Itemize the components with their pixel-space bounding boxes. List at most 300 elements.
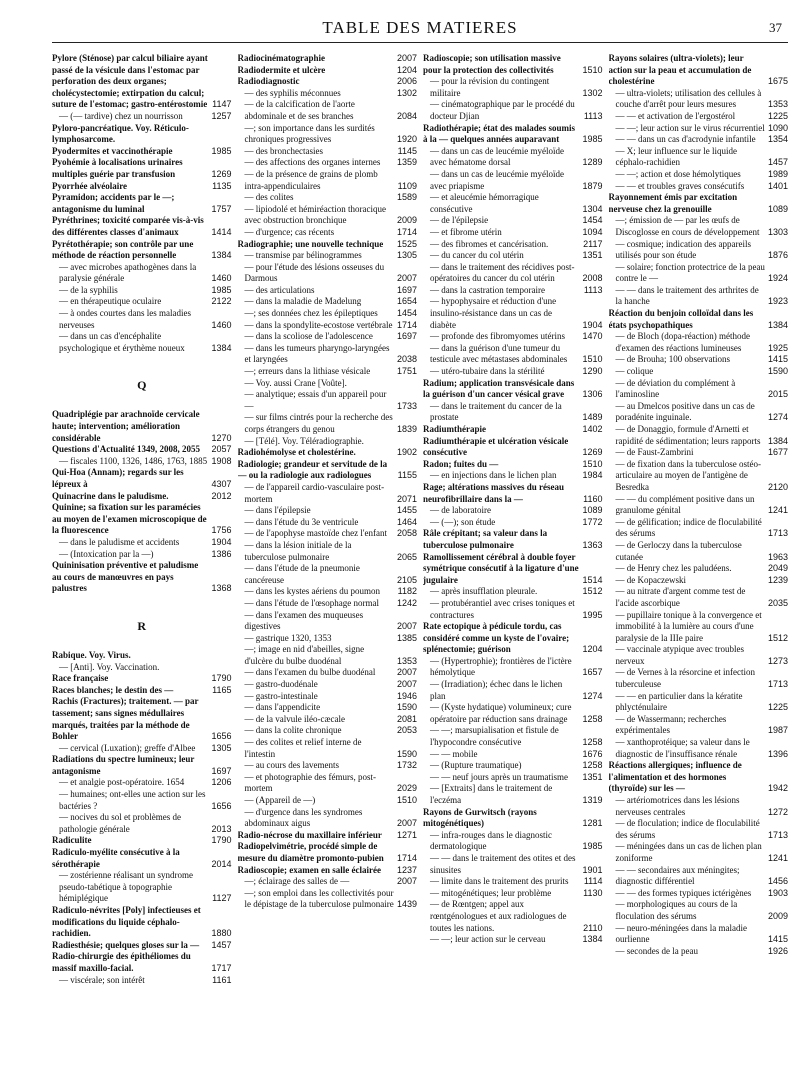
index-entry-text: — avec microbes apathogènes dans la paralysie générale (59, 261, 197, 284)
index-entry (238, 667, 418, 679)
index-entry-text: — à ondes courtes dans les maladies nerveuses (59, 308, 191, 330)
index-entry-page: 1384 (582, 934, 603, 945)
page-title: TABLE DES MATIERES (322, 18, 518, 37)
index-entry (52, 491, 232, 503)
index-entry-text: — xanthoprotéique; sa valeur dans le diagnostic de l'insuffisance rénale (615, 737, 750, 759)
index-entry-page: 1902 (396, 447, 417, 458)
index-entry-page: 1751 (396, 366, 417, 377)
index-entry-page: 2009 (767, 910, 788, 921)
index-entry (52, 262, 232, 285)
index-entry (609, 517, 789, 540)
index-entry-text: — — du complément positive dans un granulome génital (615, 493, 755, 516)
index-entry (609, 239, 789, 262)
index-entry (423, 459, 603, 471)
index-entry-page: 2117 (583, 238, 603, 249)
index-entry-text: — (Kyste hydatique) volumineux; cure opératoire par réduction sans drainage (430, 702, 572, 724)
index-entry-text: Questions d'Actualité 1349, 2008, 2055 (52, 444, 201, 455)
index-entry-text: Pylore (Sténose) par calcul biliaire ayant passé de la vésicule dans l'estomac par perforation des deux organes; cholécystectomie; extirpation du calcul; suture de l'estomac; gastro-entérostomie (52, 53, 208, 110)
index-entry (609, 899, 789, 922)
index-entry-page: 1510 (582, 64, 603, 75)
index-entry (609, 737, 789, 760)
index-entry-page: 1289 (582, 157, 603, 168)
index-entry (238, 378, 418, 390)
index-entry-text: Rachis (Fractures); traitement. — par tassement; sans signes médullaires marqués, traitées par la méthode de Bohler (52, 696, 199, 742)
index-entry (423, 899, 603, 934)
index-entry (238, 99, 418, 122)
index-entry (423, 53, 603, 76)
index-entry-text: — de l'apophyse mastoïde chez l'enfant (244, 528, 387, 539)
index-entry-text: Radiologie; grandeur et servitude de la — ou la radiologie aux radiologues (237, 458, 388, 481)
index-entry-page: 1165 (212, 684, 232, 695)
index-entry (609, 181, 789, 193)
index-entry (609, 123, 789, 135)
index-entry-page: 1145 (397, 145, 417, 156)
index-entry-text: — des colites (244, 192, 294, 203)
index-entry-text: — d'urgence dans les syndromes abdominaux aigus (244, 806, 363, 829)
index-entry-page: 2058 (396, 528, 417, 539)
index-entry (423, 830, 603, 853)
index-entry-text: — dans l'examen du bulbe duodénal (244, 667, 376, 678)
index-entry-text: Rayons solaires (ultra-violets); leur action sur la peau et accumulation de cholestérine (608, 53, 752, 87)
index-entry-page: 1304 (582, 203, 603, 214)
index-entry-page: 1756 (211, 525, 232, 536)
index-entry-page: 2110 (583, 922, 603, 933)
index-entry-text: — secondes de la peau (615, 945, 698, 956)
index-entry-text: Radiohémolyse et cholestérine. (237, 447, 356, 458)
index-entry (52, 696, 232, 742)
index-entry-text: — au nitrate d'argent comme test de l'acide ascorbique (615, 586, 746, 608)
index-entry (423, 378, 603, 401)
index-entry-text: — dans un cas d'encéphalite psychologique et érythème noueux (59, 331, 185, 353)
index-entry (238, 331, 418, 343)
index-entry-page: 1225 (767, 110, 788, 121)
index-entry-page: 1353 (396, 655, 417, 666)
index-entry-text: — viscérale; son intérêt (59, 974, 145, 985)
index-entry (423, 783, 603, 806)
index-entry-text: — dans les tumeurs pharyngo-laryngées et laryngées (244, 342, 390, 365)
index-entry-text: — gastro-duodénale (244, 679, 318, 690)
index-entry-page: 2122 (211, 296, 232, 307)
index-entry-text: — X; leur influence sur le liquide céphalo-rachidien (615, 145, 737, 168)
index-entry (238, 528, 418, 540)
index-entry-text: — (Hypertrophie); frontières de l'ictère hémolytique (430, 655, 572, 678)
index-entry-text: — (Irradiation); échec dans le lichen plan (430, 679, 563, 701)
index-entry (609, 865, 789, 888)
index-entry-text: — dans l'examen des muqueuses digestives (244, 609, 364, 632)
index-entry-text: — —; leur action sur le virus récurrentiel (615, 122, 765, 133)
index-entry-page: 2029 (396, 783, 417, 794)
index-entry-text: Radiodiagnostic (237, 76, 300, 87)
index-entry-page: 1415 (767, 354, 788, 365)
index-entry-text: — fiscales 1100, 1326, 1486, 1763, 1885 (59, 455, 208, 466)
index-entry (52, 146, 232, 158)
index-entry-page: 1363 (582, 539, 603, 550)
index-entry-page: 1368 (211, 583, 232, 594)
index-entry-text: — dans la lésion initiale de la tuberculose pulmonaire (244, 539, 352, 562)
index-entry-page: 1302 (582, 87, 603, 98)
index-entry-page: 2009 (396, 215, 417, 226)
index-entry-text: — de Donaggio, formule d'Arnetti et rapidité de sédimentation; leurs rapports (615, 424, 761, 446)
index-entry-text: — — et activation de l'ergostérol (615, 110, 736, 121)
index-entry (423, 528, 603, 551)
index-entry-text: — infra-rouges dans le diagnostic dermatologique (430, 829, 552, 852)
index-entry-text: — (Intoxication par la —) (59, 548, 154, 559)
index-entry-text: — des articulations (244, 284, 315, 295)
index-entry-text: — (—); son étude (430, 516, 496, 527)
index-entry-page: 2071 (396, 493, 417, 504)
index-entry (609, 795, 789, 818)
index-entry (423, 772, 603, 784)
index-entry (609, 192, 789, 215)
index-entry (238, 702, 418, 714)
index-entry (52, 951, 232, 974)
index-entry (609, 134, 789, 146)
index-entry-page: 1901 (582, 864, 603, 875)
index-entry-page: 1985 (582, 841, 603, 852)
index-entry-text: Radon; fuites du — (423, 458, 499, 469)
index-entry (52, 181, 232, 193)
index-entry-text: — (Appareil de —) (244, 795, 316, 805)
index-entry-page: 1713 (767, 528, 788, 539)
index-entry-text: — Voy. aussi Crane [Voûte]. (244, 377, 347, 388)
index-entry-text: — — dans le traitement des arthrites de la hanche (615, 284, 759, 307)
index-entry-page: 1182 (397, 586, 417, 597)
index-entry (609, 563, 789, 575)
index-entry (238, 865, 418, 877)
index-entry (423, 250, 603, 262)
index-entry-text: — de Faust-Zambrini (615, 447, 694, 458)
index-entry-text: — de floculation; indice de floculabilité des sérums (615, 818, 760, 840)
index-entry-text: — vaccinale atypique avec troubles nerveux (615, 644, 744, 666)
index-entry (52, 777, 232, 789)
index-entry-page: 1925 (767, 342, 788, 353)
index-entry (52, 331, 232, 354)
index-entry-text: Races blanches; le destin des — (52, 684, 174, 695)
index-entry (423, 215, 603, 227)
index-entry-text: Radiumthérapie (423, 424, 486, 434)
index-entry-page: 1656 (211, 731, 232, 742)
index-entry-text: — — secondaires aux méningites; diagnostic différentiel (615, 864, 740, 887)
section-letter: R (137, 618, 147, 633)
index-entry-page: 2038 (396, 354, 417, 365)
index-entry-text: — dans un cas de leucémie myéloïde avec hématome dorsal (430, 145, 564, 168)
index-entry-text: Pyodermites et vaccinothérapie (52, 145, 173, 156)
index-entry-page: 1305 (211, 742, 232, 753)
index-entry-page: 1359 (396, 157, 417, 168)
index-entry-text: — au Dmelcos positive dans un cas de poradénite inguinale. (615, 400, 755, 423)
index-entry-page: 1924 (767, 273, 788, 284)
index-entry-text: — après insufflation pleurale. (430, 586, 538, 597)
index-entry-text: — en injections dans le lichen plan (430, 470, 557, 481)
index-entry-page: 1989 (767, 168, 788, 179)
index-entry-text: — dans le paludisme et accidents (59, 536, 180, 547)
index-entry (52, 673, 232, 685)
index-entry (423, 146, 603, 169)
index-entry-page: 1257 (211, 110, 232, 121)
index-entry-text: — de Gerloczy dans la tuberculose cutanée (615, 539, 742, 562)
index-entry-text: — solaire; fonction protectrice de la peau contre le — (615, 261, 765, 284)
index-entry (238, 123, 418, 146)
index-entry-text: — au cours des lavements (244, 760, 339, 771)
index-entry (423, 192, 603, 215)
index-entry (238, 459, 418, 482)
index-entry-text: — dans l'étude de l'œsophage normal (244, 597, 379, 608)
index-entry (238, 795, 418, 807)
index-entry (52, 789, 232, 812)
index-entry-text: Radiocinématographie (237, 53, 325, 63)
index-entry-page: 2015 (767, 389, 788, 400)
index-entry-page: 1351 (582, 250, 603, 261)
index-entry (52, 111, 232, 123)
index-entry-text: — de Bloch (dopa-réaction) méthode d'examen des réactions lumineuses (615, 331, 750, 353)
index-entry-text: — nocives du sol et problèmes de pathologie générale (59, 812, 181, 834)
index-entry-text: Râle crépitant; sa valeur dans la tuberculose pulmonaire (423, 528, 548, 550)
index-entry (238, 262, 418, 285)
index-entry-page: 1386 (211, 548, 232, 559)
index-entry-text: — et fibrome utérin (430, 226, 502, 237)
index-entry (238, 320, 418, 332)
index-entry-page: 1460 (211, 273, 232, 284)
index-entry-page: 1923 (767, 296, 788, 307)
index-entry-text: Réactions allergiques; influence de l'alimentation et des hormones (thyroïde) sur les — (608, 760, 742, 794)
index-entry (52, 685, 232, 697)
index-entry-page: 1460 (211, 319, 232, 330)
index-entry-text: — dans un cas de leucémie myéloïde avec priapisme (430, 168, 564, 191)
index-entry-page: 1272 (767, 806, 788, 817)
index-entry (52, 409, 232, 444)
index-entry-page: 1239 (767, 574, 788, 585)
index-entry (423, 169, 603, 192)
index-entry-text: — — dans un cas d'acrodynie infantile (615, 134, 756, 145)
index-entry-text: — des syphilis méconnues (244, 87, 341, 98)
index-entry-text: — de la présence de grains de plomb intra-appendiculaires (244, 168, 378, 191)
index-entry-text: — cosmique; indication des appareils utilisés pour son étude (615, 238, 751, 261)
index-entry-page: 1274 (767, 412, 788, 423)
index-entry (52, 537, 232, 549)
index-column-4 (609, 53, 789, 986)
index-entry (238, 563, 418, 586)
index-entry-page: 1676 (582, 748, 603, 759)
index-entry (238, 876, 418, 888)
index-entry-page: 2081 (396, 713, 417, 724)
index-entry (238, 343, 418, 366)
index-entry-page: 1384 (767, 435, 788, 446)
index-entry-page: 1590 (396, 748, 417, 759)
index-entry (238, 598, 418, 610)
index-entry-text: — lipiodolé et hémiréaction thoracique avec obstruction bronchique (244, 203, 386, 226)
index-entry (238, 239, 418, 251)
index-entry (238, 807, 418, 830)
index-entry (423, 517, 603, 529)
index-entry-text: Pyrétothérapie; son contrôle par une méthode de réaction personnelle (52, 238, 194, 261)
index-entry (238, 517, 418, 529)
index-entry (609, 111, 789, 123)
index-entry-page: 2007 (396, 621, 417, 632)
index-entry-page: 2057 (211, 444, 232, 455)
index-entry-page: 2105 (396, 574, 417, 585)
index-entry-page: 1675 (767, 76, 788, 87)
index-entry-page: 2007 (396, 53, 417, 63)
index-entry-text: — méningées dans un cas de lichen plan zoniforme (615, 841, 762, 863)
index-entry-page: 1094 (582, 226, 603, 237)
index-entry (609, 331, 789, 354)
index-entry-page: 2012 (211, 490, 232, 501)
index-entry (609, 459, 789, 494)
index-entry-text: — [Extraits] dans le traitement de l'eczéma (430, 783, 553, 805)
index-entry-page: 1757 (211, 203, 232, 214)
index-entry-page: 1241 (767, 505, 788, 516)
index-entry-text: — (— tardive) chez un nourrisson (59, 110, 183, 121)
index-entry (238, 76, 418, 88)
index-entry-text: — et photographie des fémurs, post-mortem (244, 771, 376, 794)
index-entry-page: 1113 (583, 284, 603, 295)
index-entry-text: — de la calcification de l'aorte abdominale et de ses branches (244, 99, 355, 121)
index-entry-text: — de Wassermann; recherches expérimentales (615, 713, 727, 736)
index-entry-text: — morphologiques au cours de la floculation des sérums (615, 899, 738, 921)
index-entry (423, 227, 603, 239)
index-entry-page: 1089 (767, 203, 788, 214)
page-number: 37 (769, 20, 782, 35)
index-entry-page: 1697 (211, 765, 232, 776)
index-entry-page: 1225 (767, 702, 788, 713)
index-entry-text: — neuro-méningées dans la maladie ourlienne (615, 922, 747, 945)
index-entry-text: — dans la spondylite-ecostose vertébrale (244, 319, 393, 330)
index-entry-text: — mitogénétiques; leur problème (430, 887, 552, 898)
index-entry-page: 1717 (211, 962, 232, 973)
index-entry-page: 1510 (396, 795, 417, 805)
index-entry (52, 662, 232, 674)
index-entry-text: — — dans le traitement des otites et des sinusites (430, 852, 576, 875)
index-entry-page: 1396 (767, 748, 788, 759)
index-entry (238, 725, 418, 737)
index-entry-page: 1237 (396, 864, 417, 875)
index-entry (423, 656, 603, 679)
index-entry-page: 1303 (767, 226, 788, 237)
index-entry-text: — de Vernes à la résorcine et infection tuberculeuse (615, 667, 756, 690)
index-entry (609, 146, 789, 169)
index-entry-page: 1985 (582, 134, 603, 145)
index-entry-page: 1454 (582, 215, 603, 226)
index-entry (609, 215, 789, 238)
index-entry-text: Radio-nécrose du maxillaire inférieur (237, 829, 382, 840)
index-entry (609, 714, 789, 737)
index-entry (423, 239, 603, 251)
index-entry (609, 169, 789, 181)
index-entry-text: Pyloro-pancréatique. Voy. Réticulo-lymphosarcome. (52, 122, 189, 145)
index-entry (423, 853, 603, 876)
index-entry-page: 1147 (212, 99, 232, 110)
index-entry-page: 2007 (396, 679, 417, 690)
index-entry-text: — hypophysaire et réduction d'une insulino-résistance dans un cas de diabète (430, 296, 557, 330)
index-entry (52, 467, 232, 490)
index-entry (609, 447, 789, 459)
index-entry (52, 192, 232, 215)
index-entry-page: 1269 (211, 168, 232, 179)
index-entry-text: — sur films cintrés pour la recherche des corps étrangers du genou (244, 412, 393, 434)
index-entry (609, 575, 789, 587)
index-entry-text: — pour l'étude des lésions osseuses du Darmous (244, 261, 385, 284)
index-entry-text: — —; marsupialisation et fistule de l'hypocondre consécutive (430, 725, 559, 748)
index-entry-page: 1514 (582, 574, 603, 585)
index-entry-text: — de la valvule iléo-cæcale (244, 713, 345, 724)
index-entry-page: 1984 (582, 470, 603, 481)
index-entry-page: 1714 (396, 852, 417, 863)
index-entry (423, 331, 603, 343)
index-entry-text: — cinématographique par le procédé du docteur Djian (430, 99, 575, 121)
index-entry-text: Ramollissement cérébral à double foyer symétrique consécutif à la ligature d'une jugulaire (423, 551, 579, 585)
index-entry-text: — dans l'appendicite (244, 702, 321, 713)
index-entry-page: 2007 (396, 818, 417, 829)
index-entry (238, 679, 418, 691)
index-entry-page: 1109 (397, 180, 417, 191)
index-entry-page: 1274 (582, 690, 603, 701)
index-entry-page: 1384 (211, 250, 232, 261)
index-entry-text: — — des formes typiques ictérigènes (615, 887, 752, 898)
index-entry (423, 296, 603, 331)
index-entry (609, 644, 789, 667)
index-entry (609, 366, 789, 378)
index-entry-text: Rate ectopique à pédicule tordu, cas considéré comme un kyste de l'ovaire; splénectomie; guérison (423, 621, 570, 655)
index-entry-text: — —; action et dose hémolytiques (615, 168, 741, 179)
index-entry (238, 760, 418, 772)
index-entry (238, 540, 418, 563)
index-entry-text: — dans le traitement des récidives post-opératoires du cancer du col utérin (430, 261, 575, 284)
index-entry-page: 1351 (582, 771, 603, 782)
index-entry (609, 262, 789, 285)
index-entry-text: Radiesthésie; quelques gloses sur la — (52, 939, 200, 950)
index-entry-page: 2007 (396, 667, 417, 678)
index-entry-text: — colique (615, 366, 654, 377)
index-entry-page: 1204 (582, 644, 603, 655)
index-entry-text: — des colites et relief interne de l'intestin (244, 737, 362, 759)
index-entry (609, 818, 789, 841)
index-entry-page: 1839 (396, 424, 417, 434)
index-entry-page: 1454 (396, 308, 417, 319)
index-entry (238, 389, 418, 412)
index-entry-page: 2065 (396, 551, 417, 562)
index-entry-text: — analytique; essais d'un appareil pour — (244, 389, 387, 411)
index-entry-text: — [Télé]. Voy. Téléradiographie. (244, 435, 364, 446)
index-entry (52, 285, 232, 297)
index-entry-page: 2013 (211, 823, 232, 834)
index-entry-page: 2006 (396, 76, 417, 87)
index-entry-page: 1489 (582, 412, 603, 423)
index-entry-text: — artériomotrices dans les lésions nerveuses centrales (615, 795, 740, 817)
index-entry-text: Pyramidon; accidents par le —; antagonisme du luminal (52, 192, 175, 214)
index-entry (52, 239, 232, 262)
index-entry (238, 714, 418, 726)
index-entry (423, 470, 603, 482)
index-entry (238, 53, 418, 65)
index-entry (423, 343, 603, 366)
index-column-2 (238, 53, 418, 986)
index-entry (609, 540, 789, 563)
index-column-1 (52, 53, 232, 986)
index-entry-text: — dans la maladie de Madelung (244, 296, 362, 307)
index-entry-page: 1654 (396, 296, 417, 307)
index-entry-page: 1302 (396, 87, 417, 98)
index-entry-page: 1512 (767, 632, 788, 643)
index-entry-page: 1525 (396, 238, 417, 249)
index-entry-text: — dans l'étude de la pneumonie cancéreuse (244, 563, 360, 585)
index-entry (238, 308, 418, 320)
index-entry (52, 754, 232, 777)
index-entry (609, 841, 789, 864)
index-entry-page: 1464 (396, 516, 417, 527)
index-entry (423, 436, 603, 459)
index-entry (238, 633, 418, 645)
index-entry-page: 2008 (582, 273, 603, 284)
